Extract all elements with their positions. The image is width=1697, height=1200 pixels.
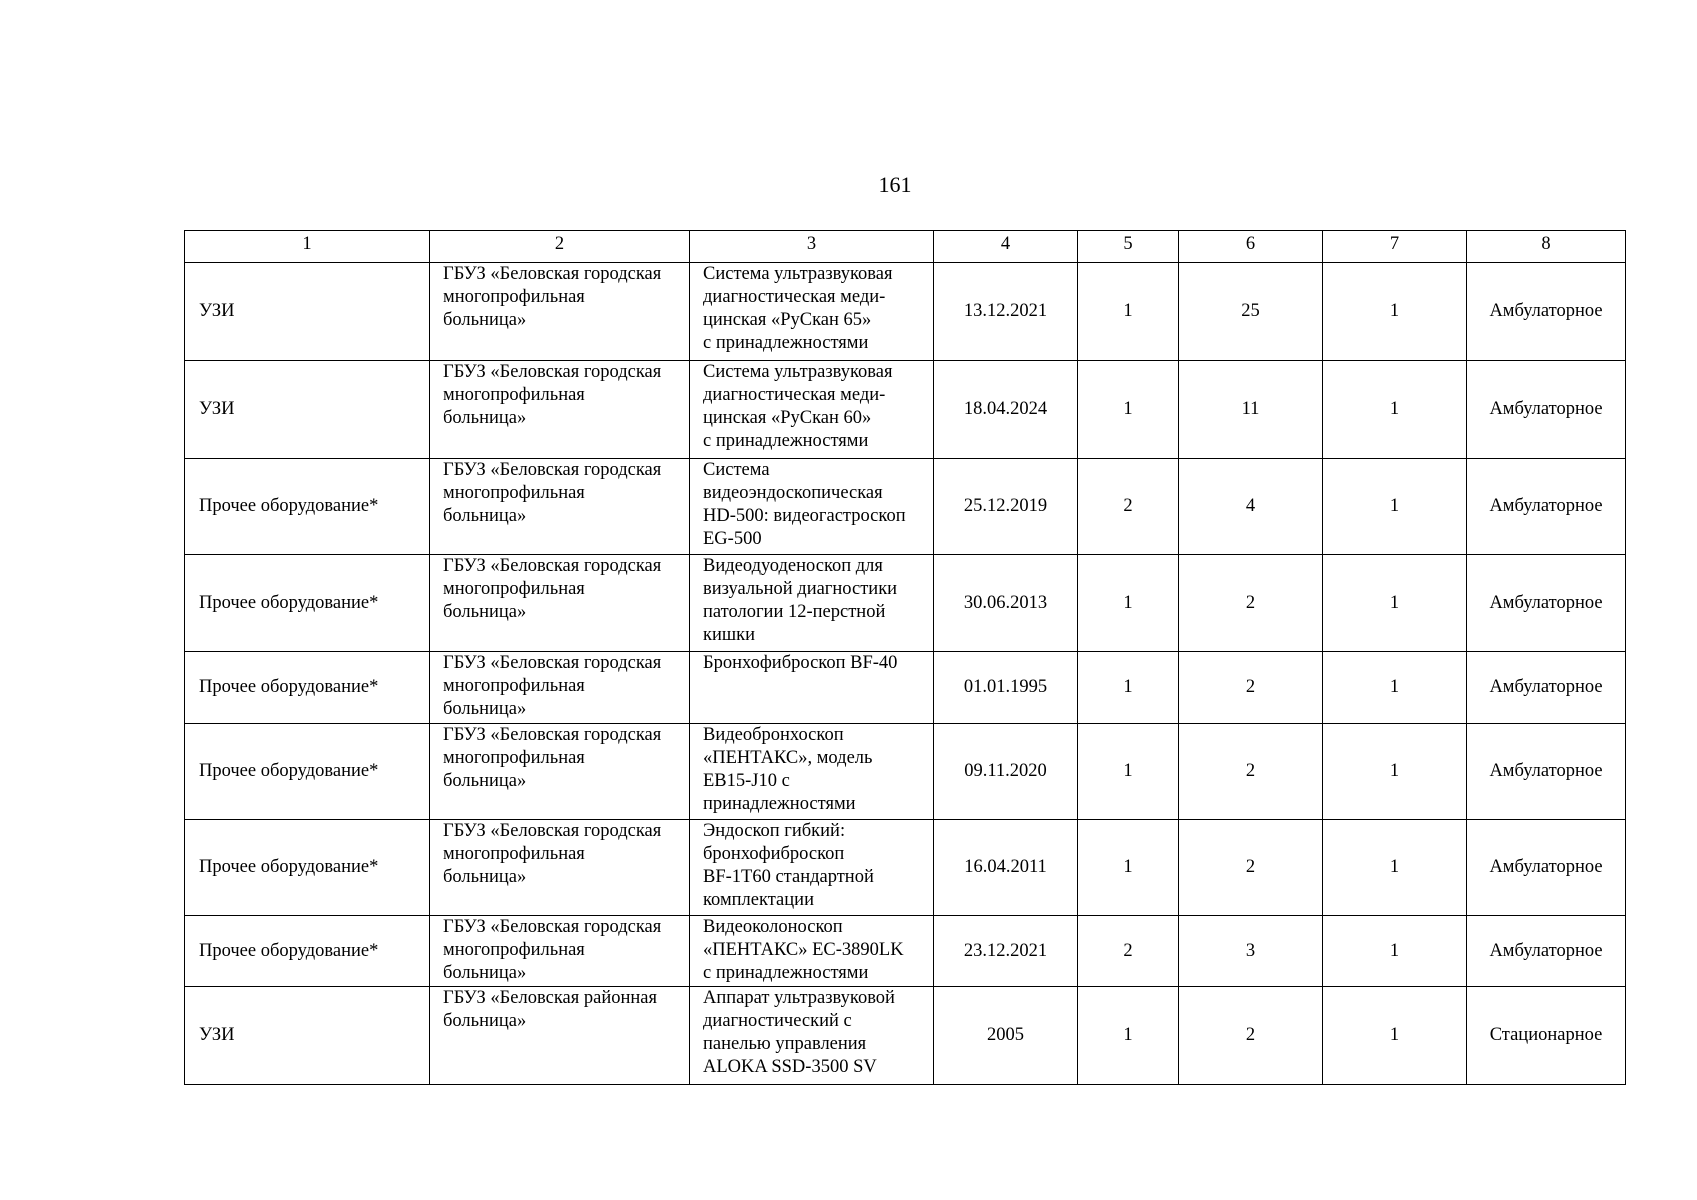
column-5-cell: 1: [1078, 652, 1179, 724]
organization-cell: [430, 987, 690, 1085]
equipment-name-cell: [690, 916, 934, 987]
equipment-name-cell-line: Аппарат ультразвуковой: [703, 988, 895, 1008]
table-row: [185, 987, 1626, 1085]
organization-cell-line: больница»: [443, 771, 527, 791]
equipment-type-cell: Прочее оборудование*: [185, 459, 430, 555]
column-header: 3: [690, 231, 934, 263]
equipment-name-cell: [690, 820, 934, 916]
organization-cell-line: больница»: [443, 310, 527, 330]
organization-cell-line: ГБУЗ «Беловская районная: [443, 988, 658, 1008]
date-cell: 2005: [934, 987, 1078, 1085]
date-cell: 30.06.2013: [934, 555, 1078, 652]
date-cell: 23.12.2021: [934, 916, 1078, 987]
column-6-cell: 3: [1179, 916, 1323, 987]
table-row: [185, 459, 1626, 555]
column-header: 2: [430, 231, 690, 263]
equipment-name-cell-line: Система ультразвуковая: [703, 362, 893, 382]
organization-cell-line: больница»: [443, 1011, 527, 1031]
column-5-cell: 2: [1078, 459, 1179, 555]
column-7-cell: 1: [1323, 724, 1467, 820]
equipment-type-cell: Прочее оборудование*: [185, 916, 430, 987]
organization-cell-line: ГБУЗ «Беловская городская: [443, 556, 662, 576]
table-row: [185, 263, 1626, 361]
equipment-name-cell-line: диагностический с: [703, 1011, 852, 1031]
column-5-cell: 2: [1078, 916, 1179, 987]
condition-cell: Амбулаторное: [1467, 820, 1626, 916]
column-7-cell: 1: [1323, 459, 1467, 555]
date-cell: 25.12.2019: [934, 459, 1078, 555]
equipment-name-cell-line: Видеодуоденоскоп для: [703, 556, 883, 576]
organization-cell-line: ГБУЗ «Беловская городская: [443, 917, 662, 937]
table-row: [185, 361, 1626, 459]
table-header: [185, 231, 1626, 263]
column-5-cell: 1: [1078, 987, 1179, 1085]
organization-cell-line: ГБУЗ «Беловская городская: [443, 821, 662, 841]
equipment-type-cell: Прочее оборудование*: [185, 820, 430, 916]
equipment-name-cell-line: Эндоскоп гибкий:: [703, 821, 846, 841]
equipment-name-cell-line: визуальной диагностики: [703, 579, 898, 599]
column-6-cell: 2: [1179, 820, 1323, 916]
date-cell: 18.04.2024: [934, 361, 1078, 459]
condition-cell: Амбулаторное: [1467, 361, 1626, 459]
equipment-name-cell-line: цинская «РуСкан 60»: [703, 408, 872, 428]
organization-cell-line: больница»: [443, 408, 527, 428]
equipment-type-cell: УЗИ: [185, 263, 430, 361]
organization-cell-line: ГБУЗ «Беловская городская: [443, 264, 662, 284]
condition-cell: Амбулаторное: [1467, 916, 1626, 987]
equipment-name-cell: [690, 555, 934, 652]
condition-cell: Амбулаторное: [1467, 652, 1626, 724]
column-header: 4: [934, 231, 1078, 263]
organization-cell-line: многопрофильная: [443, 844, 585, 864]
column-6-cell: 25: [1179, 263, 1323, 361]
column-7-cell: 1: [1323, 263, 1467, 361]
table-body: [185, 263, 1626, 1085]
column-6-cell: 2: [1179, 652, 1323, 724]
organization-cell-line: многопрофильная: [443, 748, 585, 768]
column-header: 8: [1467, 231, 1626, 263]
equipment-name-cell-line: панелью управления: [703, 1034, 867, 1054]
equipment-name-cell-line: Видеоколоноскоп: [703, 917, 843, 937]
organization-cell-line: многопрофильная: [443, 287, 585, 307]
organization-cell-line: многопрофильная: [443, 385, 585, 405]
organization-cell-line: многопрофильная: [443, 676, 585, 696]
equipment-name-cell-line: с принадлежностями: [703, 333, 869, 353]
equipment-name-cell: [690, 724, 934, 820]
table-row: [185, 820, 1626, 916]
equipment-name-cell-line: диагностическая меди-: [703, 287, 886, 307]
condition-cell: Амбулаторное: [1467, 263, 1626, 361]
equipment-name-cell-line: диагностическая меди-: [703, 385, 886, 405]
table-row: [185, 652, 1626, 724]
equipment-name-cell-line: BF-1T60 стандартной: [703, 867, 874, 887]
equipment-name-cell-line: Видеобронхоскоп: [703, 725, 844, 745]
organization-cell-line: ГБУЗ «Беловская городская: [443, 362, 662, 382]
organization-cell: [430, 263, 690, 361]
column-7-cell: 1: [1323, 361, 1467, 459]
equipment-name-cell-line: «ПЕНТАКС», модель: [703, 748, 873, 768]
organization-cell-line: ГБУЗ «Беловская городская: [443, 653, 662, 673]
equipment-name-cell-line: видеоэндоскопическая: [703, 483, 883, 503]
equipment-name-cell: [690, 263, 934, 361]
column-6-cell: 2: [1179, 555, 1323, 652]
table-row: [185, 724, 1626, 820]
equipment-name-cell-line: с принадлежностями: [703, 431, 869, 451]
table-row: [185, 555, 1626, 652]
table-row: [185, 916, 1626, 987]
column-6-cell: 11: [1179, 361, 1323, 459]
equipment-name-cell-line: HD-500: видеогастроскоп: [703, 506, 906, 526]
equipment-name-cell: [690, 361, 934, 459]
column-7-cell: 1: [1323, 652, 1467, 724]
equipment-type-cell: УЗИ: [185, 361, 430, 459]
organization-cell: [430, 820, 690, 916]
condition-cell: Стационарное: [1467, 987, 1626, 1085]
organization-cell-line: больница»: [443, 867, 527, 887]
organization-cell: [430, 916, 690, 987]
organization-cell: [430, 459, 690, 555]
equipment-name-cell-line: комплектации: [703, 890, 814, 910]
column-7-cell: 1: [1323, 916, 1467, 987]
equipment-name-cell-line: с принадлежностями: [703, 963, 869, 983]
column-5-cell: 1: [1078, 361, 1179, 459]
organization-cell-line: ГБУЗ «Беловская городская: [443, 460, 662, 480]
condition-cell: Амбулаторное: [1467, 459, 1626, 555]
column-5-cell: 1: [1078, 724, 1179, 820]
organization-cell-line: многопрофильная: [443, 579, 585, 599]
column-header: 6: [1179, 231, 1323, 263]
equipment-name-cell-line: ALOKA SSD-3500 SV: [703, 1057, 877, 1077]
equipment-name-cell-line: кишки: [703, 625, 756, 645]
equipment-name-cell-line: «ПЕНТАКС» EC-3890LK: [703, 940, 904, 960]
equipment-name-cell-line: бронхофиброскоп: [703, 844, 845, 864]
equipment-name-cell-line: EB15-J10 с: [703, 771, 790, 791]
date-cell: 13.12.2021: [934, 263, 1078, 361]
equipment-type-cell: Прочее оборудование*: [185, 555, 430, 652]
column-6-cell: 2: [1179, 724, 1323, 820]
organization-cell-line: многопрофильная: [443, 483, 585, 503]
organization-cell: [430, 724, 690, 820]
equipment-name-cell-line: цинская «РуСкан 65»: [703, 310, 872, 330]
equipment-name-cell: [690, 459, 934, 555]
column-header: 7: [1323, 231, 1467, 263]
column-7-cell: 1: [1323, 820, 1467, 916]
date-cell: 09.11.2020: [934, 724, 1078, 820]
organization-cell-line: ГБУЗ «Беловская городская: [443, 725, 662, 745]
equipment-name-cell-line: патологии 12-перстной: [703, 602, 886, 622]
column-header: 5: [1078, 231, 1179, 263]
equipment-type-cell: Прочее оборудование*: [185, 724, 430, 820]
equipment-name-cell-line: Система ультразвуковая: [703, 264, 893, 284]
column-5-cell: 1: [1078, 820, 1179, 916]
organization-cell-line: больница»: [443, 699, 527, 719]
column-7-cell: 1: [1323, 555, 1467, 652]
column-6-cell: 2: [1179, 987, 1323, 1085]
equipment-name-cell-line: Бронхофиброскоп BF-40: [703, 653, 898, 673]
equipment-name-cell: [690, 652, 934, 724]
header-row: [185, 231, 1626, 263]
condition-cell: Амбулаторное: [1467, 555, 1626, 652]
organization-cell: [430, 555, 690, 652]
organization-cell-line: многопрофильная: [443, 940, 585, 960]
date-cell: 16.04.2011: [934, 820, 1078, 916]
column-6-cell: 4: [1179, 459, 1323, 555]
equipment-name-cell-line: Система: [703, 460, 770, 480]
equipment-type-cell: Прочее оборудование*: [185, 652, 430, 724]
date-cell: 01.01.1995: [934, 652, 1078, 724]
equipment-name-cell-line: EG-500: [703, 529, 762, 549]
organization-cell-line: больница»: [443, 602, 527, 622]
page-number: 161: [878, 172, 912, 197]
column-5-cell: 1: [1078, 555, 1179, 652]
column-header: 1: [185, 231, 430, 263]
equipment-name-cell-line: принадлежностями: [703, 794, 856, 814]
organization-cell: [430, 652, 690, 724]
organization-cell-line: больница»: [443, 506, 527, 526]
condition-cell: Амбулаторное: [1467, 724, 1626, 820]
equipment-table: [184, 230, 1626, 1085]
organization-cell-line: больница»: [443, 963, 527, 983]
column-5-cell: 1: [1078, 263, 1179, 361]
column-7-cell: 1: [1323, 987, 1467, 1085]
equipment-type-cell: УЗИ: [185, 987, 430, 1085]
organization-cell: [430, 361, 690, 459]
equipment-name-cell: [690, 987, 934, 1085]
